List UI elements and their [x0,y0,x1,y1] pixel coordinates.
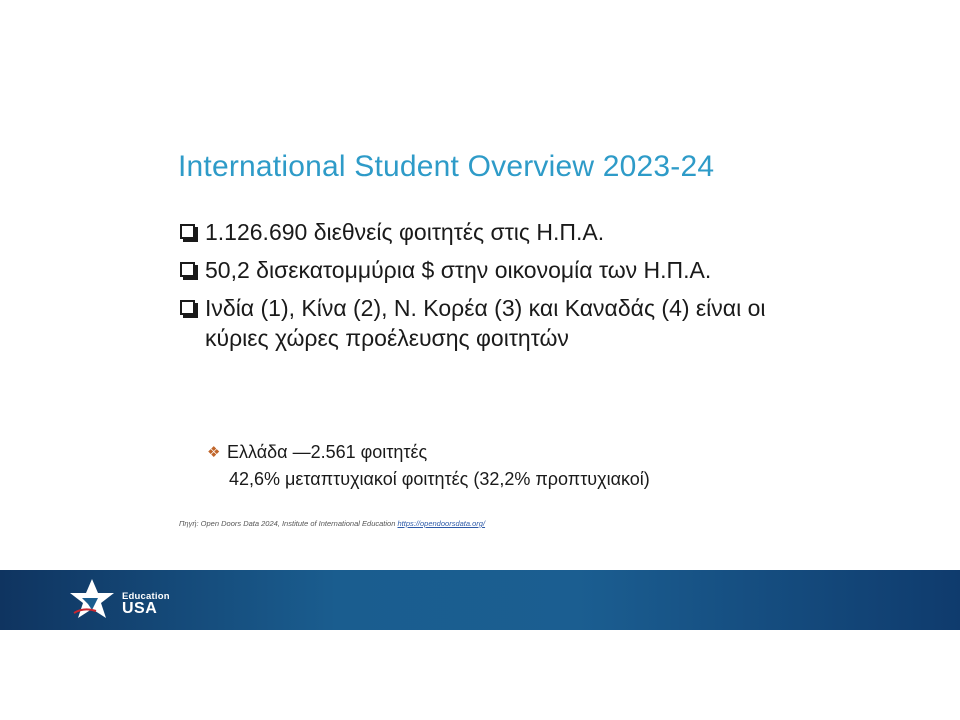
sub-text-1: Ελλάδα —2.561 φοιτητές [227,442,428,462]
logo-text-usa: USA [122,600,158,617]
educationusa-logo [68,577,198,621]
four-diamond-icon: ❖ [207,444,221,461]
bullet-text: 1.126.690 διεθνείς φοιτητές στις Η.Π.Α. [205,219,605,245]
star-icon [68,577,122,621]
source-text: Πηγή: Open Doors Data 2024, Institute of International Education [179,519,398,528]
bullet-list [180,217,780,361]
bullet-item [180,255,780,285]
checkbox-outline-icon [180,262,195,277]
sub-text-2: 42,6% μεταπτυχιακοί φοιτητές (32,2% προπτυχιακοί) [229,469,650,489]
greece-stats [207,439,650,493]
checkbox-outline-icon [180,300,195,315]
sub-line-1 [207,439,650,466]
source-link[interactable]: https://opendoorsdata.org/ [397,519,486,528]
bullet-item [180,293,780,353]
bullet-item [180,217,780,247]
slide-title: International Student Overview 2023-24 [178,150,715,183]
checkbox-outline-icon [180,224,195,239]
source-citation [179,519,485,528]
bullet-text: Ινδία (1), Κίνα (2), Ν. Κορέα (3) και Καναδάς (4) είναι οι κύριες χώρες προέλευσης φοιτητών [205,295,766,351]
logo-text-education: Education [122,591,170,602]
bullet-text: 50,2 δισεκατομμύρια $ στην οικονομία των Η.Π.Α. [205,257,712,283]
